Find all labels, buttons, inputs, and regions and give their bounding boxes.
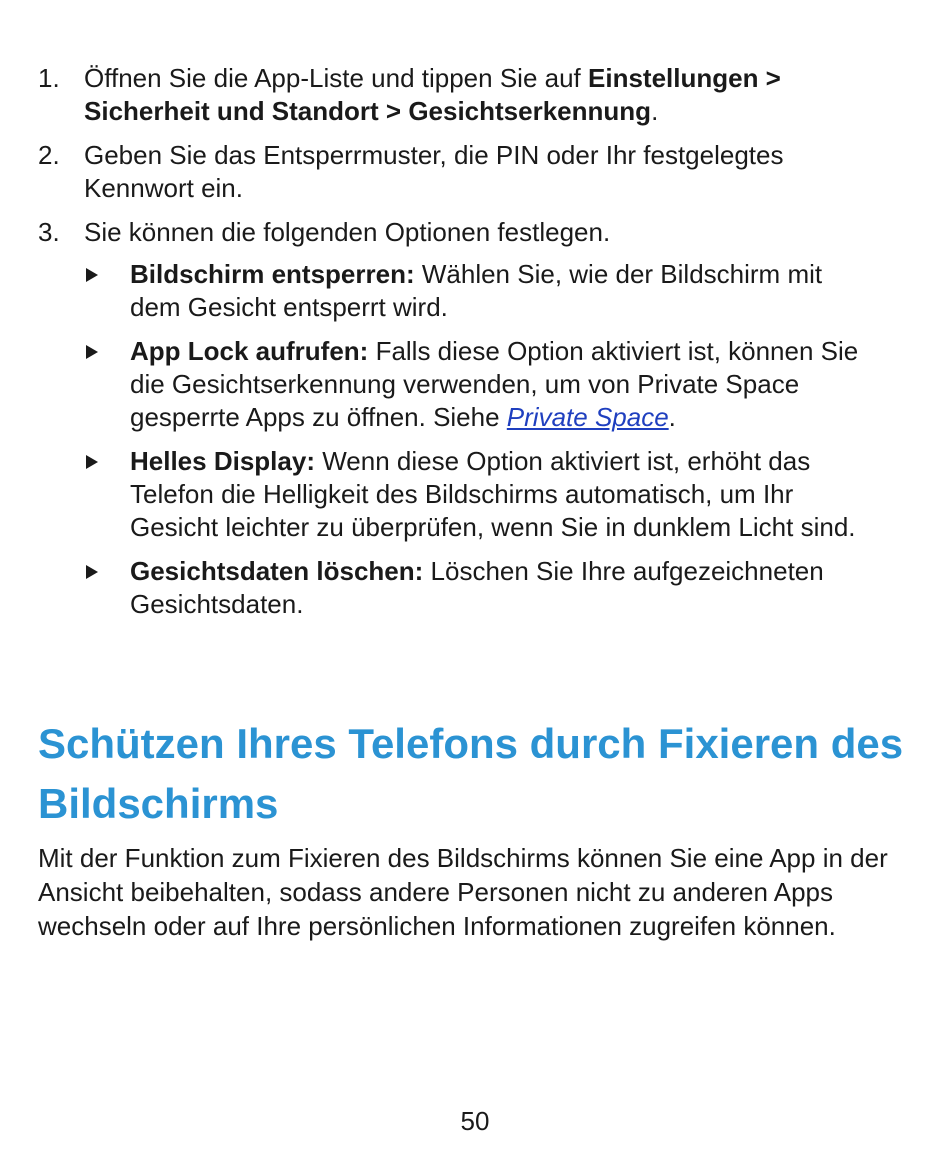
step-text: Öffnen Sie die App-Liste und tippen Sie auf bbox=[84, 63, 588, 93]
page-number: 50 bbox=[460, 1106, 490, 1136]
step-number: 2. bbox=[38, 140, 60, 170]
option-title: Helles Display: bbox=[130, 446, 315, 476]
step-1 bbox=[38, 62, 878, 128]
option-title: Bildschirm entsperren: bbox=[130, 259, 415, 289]
private-space-link[interactable]: Private Space bbox=[506, 402, 669, 432]
option-text: Falls diese Option aktiviert ist, können Sie die Gesichtserkennung verwenden, um von Private Space gesperrte Apps zu öffnen. Siehe bbox=[130, 336, 859, 432]
option-title: Gesichtsdaten löschen: bbox=[130, 556, 424, 586]
step-text: Sie können die folgenden Optionen festlegen. bbox=[84, 217, 611, 247]
option-item-delete-face-data bbox=[84, 555, 878, 621]
step-text-end: . bbox=[651, 96, 659, 126]
triangle-bullet-icon bbox=[86, 565, 98, 579]
step-number: 1. bbox=[38, 63, 60, 93]
option-text-end: . bbox=[668, 402, 676, 432]
step-text: Geben Sie das Entsperrmuster, die PIN oder Ihr festgelegtes Kennwort ein. bbox=[84, 140, 784, 203]
triangle-bullet-icon bbox=[86, 345, 98, 359]
option-text: Wählen Sie, wie der Bildschirm mit dem Gesicht entsperrt wird. bbox=[130, 259, 823, 322]
option-item-bright-display bbox=[84, 445, 878, 544]
option-item-app-lock bbox=[84, 335, 878, 434]
option-title: App Lock aufrufen: bbox=[130, 336, 369, 366]
section-body: Mit der Funktion zum Fixieren des Bildschirms können Sie eine App in der Ansicht beibehalten, sodass andere Personen nicht zu anderen Apps wechseln oder auf Ihre persönlichen Informationen zugreifen können. bbox=[38, 843, 888, 941]
option-text: Wenn diese Option aktiviert ist, erhöht das Telefon die Helligkeit des Bildschirms automatisch, um Ihr Gesicht leichter zu überprüfen, wenn Sie in dunklem Licht sind. bbox=[130, 446, 856, 542]
triangle-bullet-icon bbox=[86, 455, 98, 469]
option-text: Löschen Sie Ihre aufgezeichneten Gesichtsdaten. bbox=[130, 556, 824, 619]
step-2 bbox=[38, 139, 878, 205]
option-item-unlock-screen bbox=[84, 258, 878, 324]
section-heading: Schützen Ihres Telefons durch Fixieren des Bildschirms bbox=[38, 720, 904, 827]
settings-path: Einstellungen > Sicherheit und Standort > Gesichtserkennung bbox=[84, 63, 781, 126]
instruction-steps bbox=[38, 62, 878, 632]
triangle-bullet-icon bbox=[86, 268, 98, 282]
step-3 bbox=[38, 216, 878, 621]
step-number: 3. bbox=[38, 217, 60, 247]
option-list bbox=[84, 258, 878, 621]
